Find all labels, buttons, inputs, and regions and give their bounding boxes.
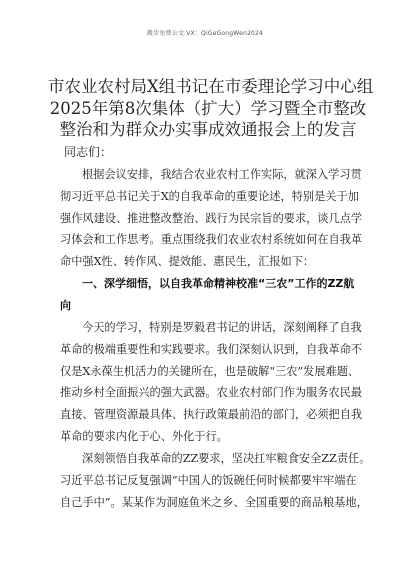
paragraph-line: 命中强X性、转作风、提效能、惠民生，汇报如下： (60, 255, 315, 269)
paragraph-learning (60, 317, 363, 448)
document-title (48, 76, 374, 141)
title-line: 整治和为群众办实事成效通报会上的发言 (59, 120, 357, 139)
paragraph-line: 自己手中”。某某作为洞庭鱼米之乡、全国重要的商品粮基地， (60, 495, 368, 509)
paragraph-line: 革命的要求内化于心、外化于行。 (60, 429, 228, 443)
title-line: 2025年第8次集体（扩大）学习暨全市整改 (49, 98, 367, 118)
paragraph-line: 根据会议安排，我结合农业农村工作实际，就深入学习贯 (82, 168, 362, 181)
watermark-text: 搬步免费公文 VX：QiGeGongWen2024 (146, 30, 264, 37)
paragraph-food-security (60, 448, 371, 513)
paragraph-line: 今天的学习，特别是罗毅君书记的讲话，深刻阐释了自我 (82, 321, 362, 334)
paragraph-line: 习近平总书记反复强调“中国人的饭碗任何时候都要牢牢端在 (60, 473, 357, 487)
paragraph-line: 仅是X永葆生机活力的关键所在，也是破解“三农”发展难题、 (60, 364, 360, 378)
paragraph-line: 习体会和工作思考。重点围绕我们农业农村系统如何在自我革 (60, 233, 363, 247)
paragraph-intro (60, 164, 363, 273)
heading-line: 向 (60, 298, 71, 312)
heading-line: 一、深学细悟，以自我革命精神校准“三农”工作的ZZ航 (82, 277, 355, 290)
title-line: 市农业农村局X组书记在市委理论学习中心组 (48, 77, 374, 96)
paragraph-line: 强作风建设、推进整改整治、践行为民宗旨的要求，谈几点学 (60, 211, 363, 225)
paragraph-line: 推动乡村全面振兴的强大武器。农业农村部门作为服务农民最 (60, 386, 363, 400)
paragraph-line: 革命的极端重要性和实践要求。我们深刻认识到，自我革命不 (60, 342, 363, 356)
salutation: 同志们： (64, 145, 113, 159)
section-heading-1 (60, 273, 356, 317)
paragraph-line: 彻习近平总书记关于X的自我革命的重要论述，特别是关于加 (60, 189, 359, 203)
paragraph-line: 直接、管理资源最具体、执行政策最前沿的部门，必须把自我 (60, 408, 363, 422)
paragraph-line: 深刻领悟自我革命的ZZ要求，坚决扛牢粮食安全ZZ责任。 (82, 452, 371, 465)
